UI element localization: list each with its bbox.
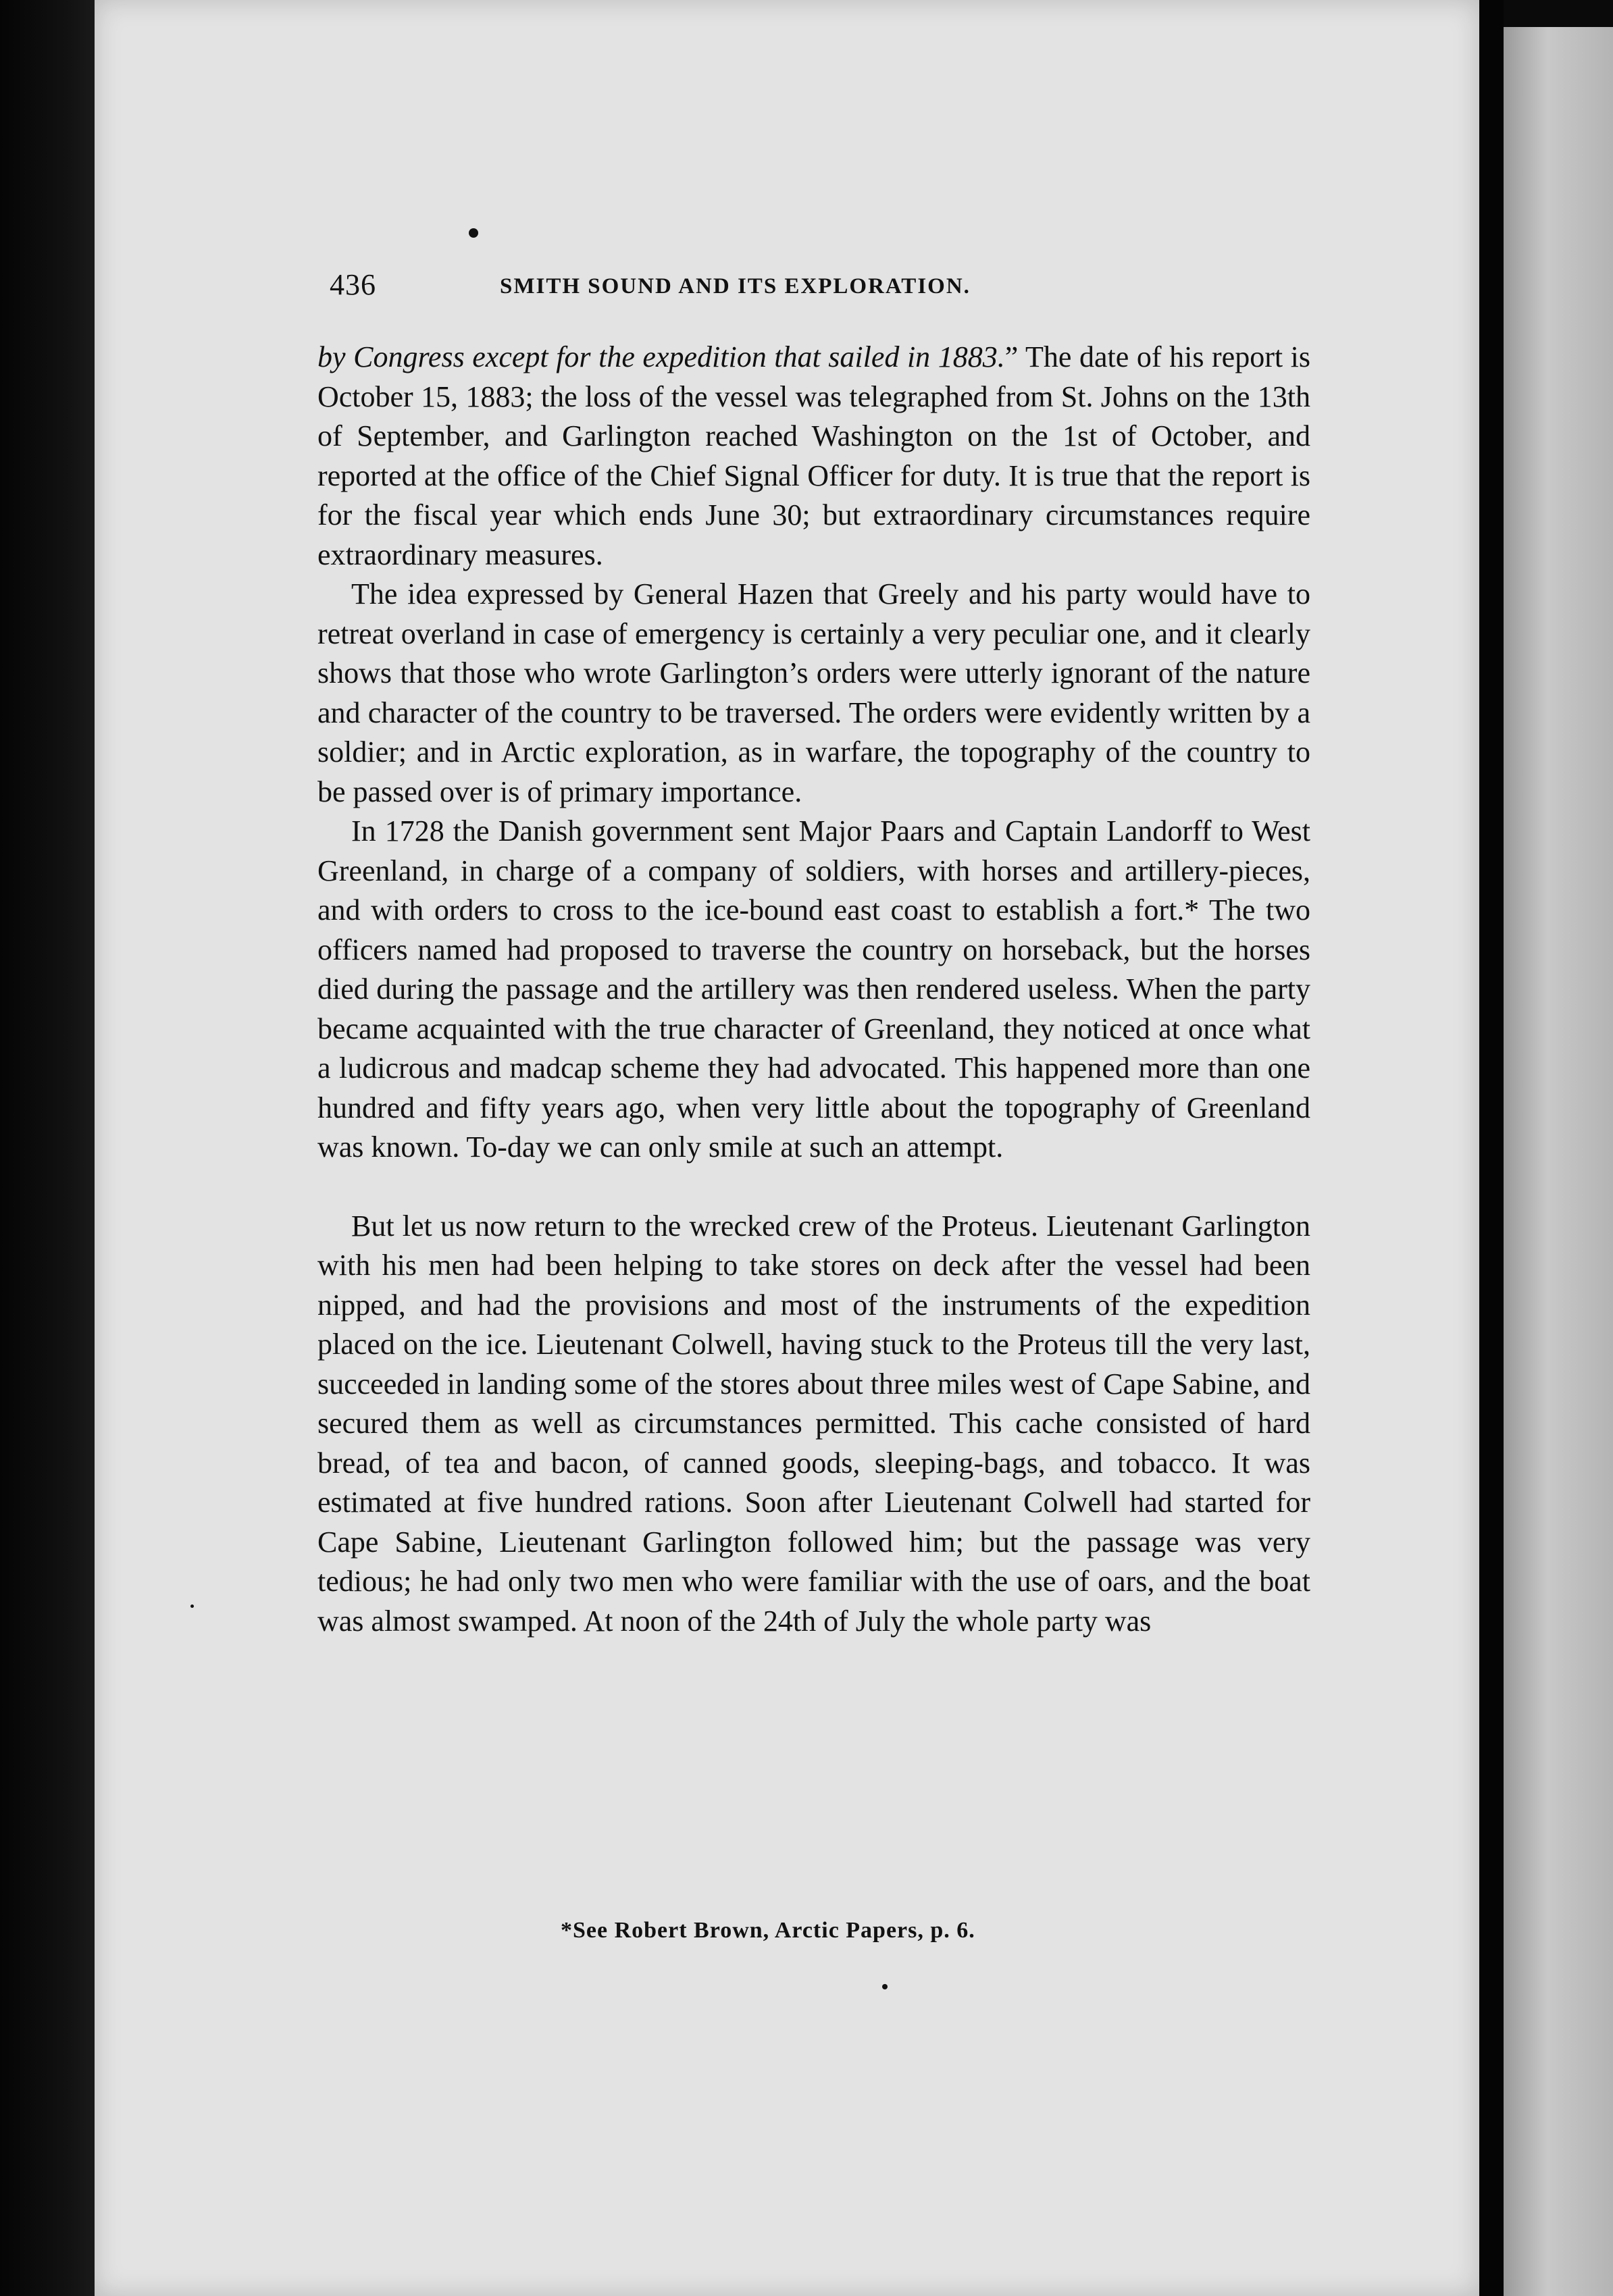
left-scan-border <box>0 0 95 2296</box>
adjacent-page-edge <box>1504 27 1613 2296</box>
page-gutter <box>1479 0 1504 2296</box>
ink-speck <box>469 228 478 238</box>
ink-speck <box>190 1604 194 1608</box>
body-text <box>317 338 1310 1641</box>
footnote: *See Robert Brown, Arctic Papers, p. 6. <box>561 1918 975 1943</box>
paragraph-3 <box>317 812 1310 1168</box>
paragraph-text: The idea expressed by General Hazen that Greely and his party would have to retreat overland in case of emergency is certainly a very peculiar one, and it clearly shows that those who wrote Garlington’s orders were utterly ignorant of the nature and character of the country to be traversed. The orders were evidently written by a soldier; and in Arctic exploration, as in warfare, the topography of the country to be passed over is of primary importance. <box>317 577 1310 808</box>
running-title: SMITH SOUND AND ITS EXPLORATION. <box>500 274 971 298</box>
paragraph-1 <box>317 338 1310 575</box>
italic-quote: by Congress except for the expedition that sailed in 1883. <box>317 340 1005 373</box>
paragraph-4 <box>317 1207 1310 1642</box>
ink-speck <box>882 1984 888 1989</box>
paragraph-2 <box>317 575 1310 812</box>
paragraph-text: ” The date of his report is October 15, 1883; the loss of the vessel was telegraphed from St. Johns on the 13th of September, and Garlington reached Washington on the 1st of October, and reported at the office of the Chief Signal Officer for duty. It is true that the report is for the fiscal year which ends June 30; but extraordinary circumstances require extraordinary measures. <box>317 340 1310 571</box>
paragraph-text: In 1728 the Danish government sent Major Paars and Captain Landorff to West Greenland, in charge of a company of soldiers, with horses and artillery-pieces, and with orders to cross to the ice-bound east coast to establish a fort.* The two officers named had proposed to traverse the country on horseback, but the horses died during the passage and the artillery was then rendered useless. When the party became acquainted with the true character of Greenland, they noticed at once what a ludicrous and madcap scheme they had advocated. This happened more than one hundred and fifty years ago, when very little about the topography of Greenland was known. To-day we can only smile at such an attempt. <box>317 814 1310 1164</box>
page-number: 436 <box>330 268 376 301</box>
paragraph-text: But let us now return to the wrecked crew of the Proteus. Lieutenant Garlington with his men had been helping to take stores on deck after the vessel had been nipped, and had the provisions and most of the instruments of the expedition placed on the ice. Lieutenant Colwell, having stuck to the Proteus till the very last, succeeded in landing some of the stores about three miles west of Cape Sabine, and secured them as well as circumstances permitted. This cache consisted of hard bread, of tea and bacon, of canned goods, sleeping-bags, and tobacco. It was estimated at five hundred rations. Soon after Lieutenant Colwell had started for Cape Sabine, Lieutenant Garlington followed him; but the passage was very tedious; he had only two men who were familiar with the use of oars, and the boat was almost swamped. At noon of the 24th of July the whole party was <box>317 1209 1310 1638</box>
page-header <box>330 267 1113 308</box>
